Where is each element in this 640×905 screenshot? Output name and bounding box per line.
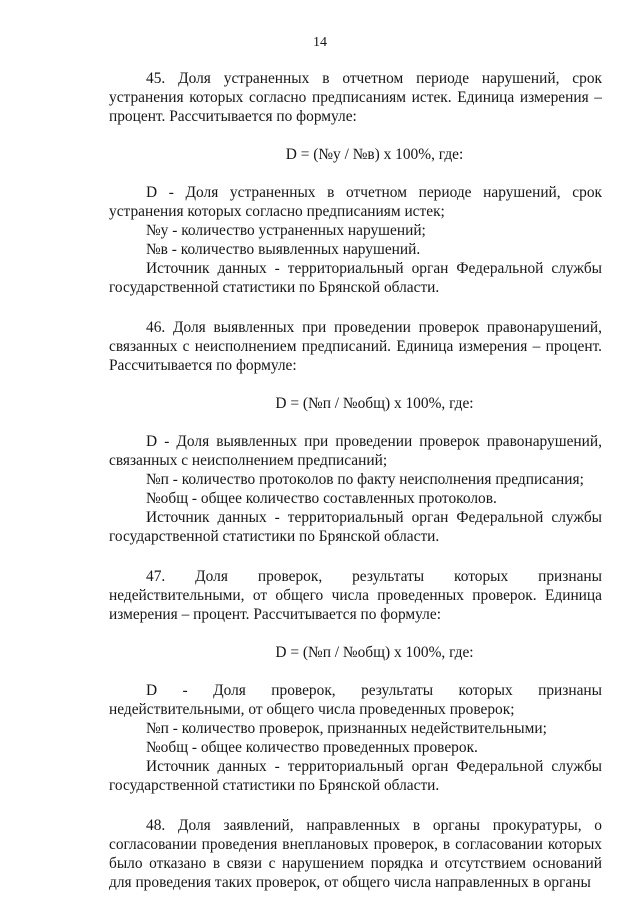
item-heading: 47. Доля проверок, результаты которых признаны недействительными, от общего числа проведенных проверок. Единица измерения – процент. Рассчитывается по формуле: [109,568,602,623]
item-heading: 46. Доля выявленных при проведении проверок правонарушений, связанных с неисполнением предписаний. Единица измерения – процент. Рассчитывается по формуле: [109,319,602,374]
definition: D - Доля проверок, результаты которых признаны недействительными, от общего числа проведенных проверок; [109,682,602,718]
formula: D = (№у / №в) х 100%, где: [285,146,464,163]
item-46 [109,318,602,546]
data-source: Источник данных - территориальный орган Федеральной службы государственной статистики по Брянской области. [109,758,602,794]
data-source: Источник данных - территориальный орган Федеральной службы государственной статистики по Брянской области. [109,509,602,545]
formula: D = (№п / №общ) х 100%, где: [275,395,474,412]
variable-line: №общ - общее количество составленных протоколов. [146,490,497,507]
variable-line: №в - количество выявленных нарушений. [146,241,421,258]
definition: D - Доля устраненных в отчетном периоде нарушений, срок устранения которых согласно предписаниям истек; [109,184,602,220]
page-number: 14 [313,35,327,50]
variable-line: №у - количество устраненных нарушений; [146,222,426,239]
variable-line: №п - количество протоколов по факту неисполнения предписания; [146,471,584,488]
item-45 [109,69,602,297]
definition: D - Доля выявленных при проведении проверок правонарушений, связанных с неисполнением предписаний; [109,433,602,469]
formula: D = (№п / №общ) х 100%, где: [275,644,474,661]
item-48 [109,816,602,892]
item-heading: 48. Доля заявлений, направленных в органы прокуратуры, о согласовании проведения внеплановых проверок, в согласовании которых было отказано в связи с нарушением порядка и отсутствием оснований для проведения таких проверок, от общего числа направленных в органы [109,817,602,891]
data-source: Источник данных - территориальный орган Федеральной службы государственной статистики по Брянской области. [109,260,602,296]
variable-line: №п - количество проверок, признанных недействительными; [146,720,547,737]
item-47 [109,567,602,795]
item-heading: 45. Доля устраненных в отчетном периоде нарушений, срок устранения которых согласно предписаниям истек. Единица измерения – процент. Рассчитывается по формуле: [109,70,602,125]
document-body [109,69,602,892]
variable-line: №общ - общее количество проведенных проверок. [146,739,478,756]
